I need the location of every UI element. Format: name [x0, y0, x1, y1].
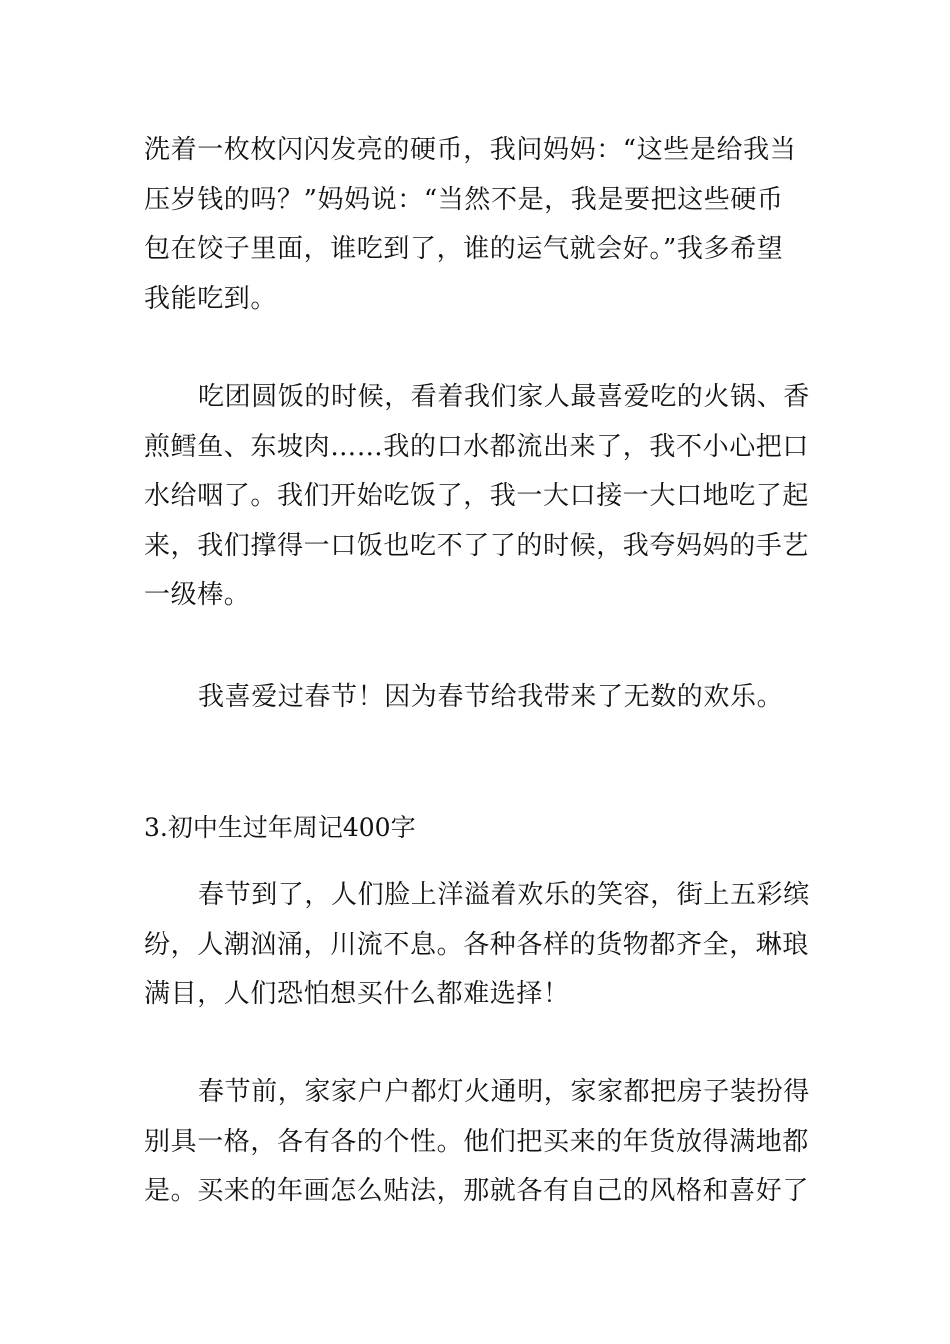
text-line: 我喜爱过春节！因为春节给我带来了无数的欢乐。	[198, 682, 784, 712]
paragraph-coins	[144, 126, 808, 324]
text-line: 洗着一枚枚闪闪发亮的硬币，我问妈妈：“这些是给我当	[144, 135, 797, 165]
text-line: 压岁钱的吗？”妈妈说：“当然不是，我是要把这些硬币	[144, 184, 784, 215]
text-line: 来，我们撑得一口饭也吃不了了的时候，我夸妈妈的手艺	[144, 530, 810, 561]
text-line: 水给咽了。我们开始吃饭了，我一大口接一大口地吃了起	[144, 481, 810, 511]
text-line: 我能吃到。	[144, 283, 278, 314]
text-line: 纷，人潮汹涌，川流不息。各种各样的货物都齐全，琳琅	[144, 929, 810, 960]
text-line: 煎鳕鱼、东坡肉……我的口水都流出来了，我不小心把口	[144, 431, 810, 462]
text-line: 别具一格，各有各的个性。他们把买来的年货放得满地都	[144, 1126, 810, 1157]
paragraph-reunion-dinner	[144, 373, 808, 621]
text-line: 是。买来的年画怎么贴法，那就各有自己的风格和喜好了	[144, 1176, 810, 1206]
section-heading: 3.初中生过年周记400字	[144, 813, 416, 842]
text-line: 春节到了，人们脸上洋溢着欢乐的笑容，街上五彩缤	[198, 880, 810, 910]
paragraph-before-festival	[144, 1068, 808, 1217]
text-line: 一级棒。	[144, 580, 251, 610]
text-line: 春节前，家家户户都灯火通明，家家都把房子装扮得	[198, 1077, 810, 1107]
text-line: 包在饺子里面，谁吃到了，谁的运气就会好。”我多希望	[144, 234, 784, 264]
text-line: 满目，人们恐怕想买什么都难选择！	[144, 979, 570, 1009]
paragraph-festival-streets	[144, 871, 808, 1020]
text-line: 吃团圆饭的时候，看着我们家人最喜爱吃的火锅、香	[198, 382, 810, 412]
paragraph-love-spring-festival	[144, 673, 808, 723]
